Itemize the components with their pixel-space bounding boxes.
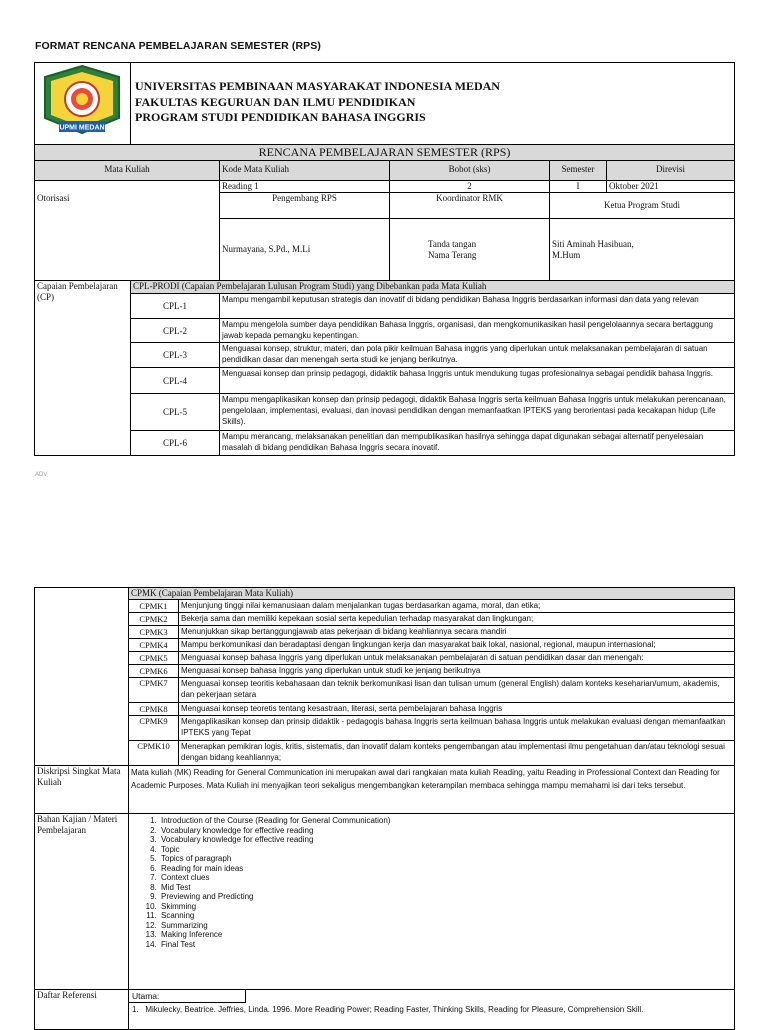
cpmk-code: CPMK1 — [129, 600, 179, 613]
ketua-name-line1: Siti Aminah Hasibuan, — [552, 238, 634, 249]
cpl-text: Menguasai konsep, struktur, materi, dan pola pikir keilmuan Bahasa inggris yang diperlukan untuk melaksanakan pembelajaran di satuan pendidikan dasar dan menengah serta studi ke jenjang berikutnya. — [220, 343, 735, 368]
bahan-item: 5. Topics of paragraph — [159, 854, 732, 864]
deskripsi-label: Diskripsi Singkat Mata Kuliah — [35, 766, 129, 814]
bahan-item: 10. Skimming — [159, 902, 732, 912]
cpmk-text: Menguasai konsep teoretis tentang kesastraan, literasi, serta pembelajaran bahasa Inggris — [179, 703, 735, 716]
cpmk-code: CPMK5 — [129, 652, 179, 665]
bahan-item: 2. Vocabulary knowledge for effective reading — [159, 826, 732, 836]
cpmk-code: CPMK2 — [129, 613, 179, 626]
bahan-item: 13. Making Inference — [159, 930, 732, 940]
cpmk-row — [35, 626, 735, 639]
semester-header: Semester — [550, 161, 607, 181]
cpmk-text: Menguasai konsep bahasa Inggris yang diperlukan untuk studi ke jenjang berikutnya — [179, 665, 735, 678]
ketua-name — [550, 219, 735, 281]
cpmk-row — [35, 639, 735, 652]
cpmk-code: CPMK9 — [129, 716, 179, 741]
cpmk-row — [35, 600, 735, 613]
university-name: UNIVERSITAS PEMBINAAN MASYARAKAT INDONESIA MEDAN — [135, 79, 500, 93]
cpmk-row — [35, 741, 735, 766]
cpl-code: CPL-6 — [131, 431, 220, 456]
bahan-item: 8. Mid Test — [159, 883, 732, 893]
bahan-cell — [129, 814, 735, 990]
bahan-item: 1. Introduction of the Course (Reading for General Communication) — [159, 816, 732, 826]
bahan-item: 7. Context clues — [159, 873, 732, 883]
cpl-heading: CPL-PRODI (Capaian Pembelajaran Lulusan Program Studi) yang Dibebankan pada Mata Kuliah — [131, 281, 735, 294]
cpl-code: CPL-4 — [131, 368, 220, 394]
cpmk-heading: CPMK (Capaian Pembelajaran Mata Kuliah) — [129, 588, 735, 600]
semester-value: I — [550, 181, 607, 193]
cpmk-row — [35, 716, 735, 741]
koordinator-label: Koordinator RMK — [390, 193, 550, 219]
rps-title: RENCANA PEMBELAJARAN SEMESTER (RPS) — [35, 145, 735, 161]
mata-kuliah-header: Mata Kuliah — [35, 161, 220, 181]
cpmk-row — [35, 678, 735, 703]
cpl-row — [35, 368, 735, 394]
tanda-tangan: Tanda tangan — [428, 238, 477, 249]
koordinator-signature — [390, 219, 550, 281]
institution-header — [131, 63, 735, 145]
bahan-item: 12. Summarizing — [159, 921, 732, 931]
otorisasi-label: Otorisasi — [35, 193, 220, 281]
pengembang-name: Nurmayana, S.Pd., M.Li — [220, 219, 390, 281]
bobot-header: Bobot (sks) — [390, 161, 550, 181]
faculty-name: FAKULTAS KEGURUAN DAN ILMU PENDIDIKAN — [135, 94, 416, 109]
utama-label: Utama: — [129, 990, 246, 1003]
ketua-name-line2: M.Hum — [552, 249, 581, 260]
cpmk-row — [35, 613, 735, 626]
cpmk-text: Menjunjung tinggi nilai kemanusiaan dalam menjalankan tugas berdasarkan agama, moral, dan etika; — [179, 600, 735, 613]
pengembang-label: Pengembang RPS — [220, 193, 390, 219]
cpl-text: Mampu mengambil keputusan strategis dan inovatif di bidang pendidikan Bahasa Inggris berdasarkan informasi dan data yang relevan — [220, 294, 735, 319]
cpmk-left-cell — [35, 588, 129, 766]
bahan-label: Bahan Kajian / Materi Pembelajaran — [35, 814, 129, 990]
logo-text: UPMI MEDAN — [59, 124, 105, 132]
bahan-item: 4. Topic — [159, 845, 732, 855]
program-name: PROGRAM STUDI PENDIDIKAN BAHASA INGGRIS — [135, 110, 426, 124]
cpl-text: Mampu mengelola sumber daya pendidikan Bahasa Inggris, organisasi, dan mengkomunikasikan hasil pengelolaannya secara bertaggung jawab kepada pemangku kepentingan. — [220, 319, 735, 343]
kode-header: Kode Mata Kuliah — [220, 161, 390, 181]
cpl-row — [35, 343, 735, 368]
direvisi-header: Direvisi — [607, 161, 735, 181]
cpmk-row — [35, 665, 735, 678]
cpmk-code: CPMK8 — [129, 703, 179, 716]
rps-detail-table — [34, 587, 735, 1030]
cpmk-text: Menunjukkan sikap bertanggungjawab atas pekerjaan di bidang keahliannya secara mandiri — [179, 626, 735, 639]
cpl-code: CPL-2 — [131, 319, 220, 343]
bahan-item: 3. Vocabulary knowledge for effective reading — [159, 835, 732, 845]
watermark: ADV — [35, 472, 48, 478]
cpmk-text: Mengaplikasikan konsep dan prinsip didaktik - pedagogis bahasa Inggris serta keilmuan bahasa Inggris untuk melakukan evaluasi dengan memanfaatkan IPTEKS yang Tepat — [179, 716, 735, 741]
cpl-row — [35, 294, 735, 319]
cpl-code: CPL-3 — [131, 343, 220, 368]
cpl-row — [35, 431, 735, 456]
kode-value: Reading 1 — [220, 181, 390, 193]
bahan-item: 11. Scanning — [159, 911, 732, 921]
cpmk-code: CPMK6 — [129, 665, 179, 678]
bahan-list — [131, 816, 732, 949]
cpl-row — [35, 319, 735, 343]
cpmk-code: CPMK3 — [129, 626, 179, 639]
document-title: FORMAT RENCANA PEMBELAJARAN SEMESTER (RPS) — [35, 40, 321, 52]
capaian-label: Capaian Pembelajaran (CP) — [35, 281, 131, 456]
nama-terang: Nama Terang — [428, 249, 477, 260]
referensi-item: 1. Mikulecky, Beatrice. Jeffries, Linda. 1996. More Reading Power; Reading Faster, Thinking Skills, Reading for Pleasure, Comprehension Skill. — [132, 1005, 644, 1014]
cpmk-text: Menguasai konsep teoritis kebahasaan dan teknik berkomunikasi lisan dan tulisan umum (general English) dalam konteks keseharian/umum, akademis, dan pekerjaan setara — [179, 678, 735, 703]
cpl-text: Menguasai konsep dan prinsip pedagogi, didaktik bahasa Inggris untuk mendukung tugas profesionalnya sebagai pendidik bahasa Inggris. — [220, 368, 735, 394]
bahan-item: 9. Previewing and Predicting — [159, 892, 732, 902]
cpmk-text: Bekerja sama dan memiliki kepekaan sosial serta kepedulian terhadap masyarakat dan lingkungan; — [179, 613, 735, 626]
cpmk-row — [35, 652, 735, 665]
cpmk-text: Menerapkan pemikiran logis, kritis, sistematis, dan inovatif dalam konteks pengembangan atau implementasi ilmu pengetahuan dan/atau teknologi sesuai dengan bidang keahliannya; — [179, 741, 735, 766]
logo-cell — [35, 63, 131, 145]
cpmk-row — [35, 703, 735, 716]
upmi-logo — [35, 63, 129, 139]
cpmk-code: CPMK7 — [129, 678, 179, 703]
direvisi-value: Oktober 2021 — [607, 181, 735, 193]
cpmk-code: CPMK10 — [129, 741, 179, 766]
bobot-value: 2 — [390, 181, 550, 193]
cpl-text: Mampu merancang, melaksanakan penelitian dan mempublikasikan hasilnya sehingga dapat digunakan sebagai alternatif penyelesaian masalah di bidang pendidikan Bahasa Inggris secara inovatif. — [220, 431, 735, 456]
bahan-item: 6. Reading for main ideas — [159, 864, 732, 874]
cpl-row — [35, 394, 735, 431]
ketua-label: Ketua Program Studi — [550, 193, 735, 219]
cpl-code: CPL-1 — [131, 294, 220, 319]
rps-header-table — [34, 62, 735, 456]
cpmk-code: CPMK4 — [129, 639, 179, 652]
bahan-item: 14. Final Test — [159, 940, 732, 950]
cpl-text: Mampu mengaplikasikan konsep dan prinsip pedagogi, didaktik Bahasa Inggris serta keilmuan Bahasa Inggris untuk melakukan perencanaan, pengelolaan, implementasi, evaluasi, dan inovasi pendidikan dengan memanfaatkan IPTEKS yang berorientasi pada kecakapan hidup (Life Skills). — [220, 394, 735, 431]
cpmk-text: Mampu berkomunikasi dan beradaptasi dengan lingkungan kerja dan masyarakat baik lokal, nasional, regional, maupun internasional; — [179, 639, 735, 652]
referensi-label: Daftar Referensi — [35, 990, 129, 1030]
cpl-code: CPL-5 — [131, 394, 220, 431]
referensi-item-text: Mikulecky, Beatrice. Jeffries, Linda. 1996. More Reading Power; Reading Faster, Thinking Skills, Reading for Pleasure, Comprehension Skill. — [145, 1005, 644, 1014]
cpmk-text: Menguasai konsep bahasa Inggris yang diperlukan untuk melaksanakan pembelajaran di satuan pendidikan dasar dan menengah: — [179, 652, 735, 665]
deskripsi-text: Mata kuliah (MK) Reading for General Communication ini merupakan awal dari rangkaian mata kuliah Reading, yaitu Reading in Professional Context dan Reading for Academic Purposes. Mata Kuliah ini menyajikan teori sekaligus mengembangkan keterampilan membaca sehingga mampu memahami isi dari teks tersebut. — [129, 766, 735, 814]
